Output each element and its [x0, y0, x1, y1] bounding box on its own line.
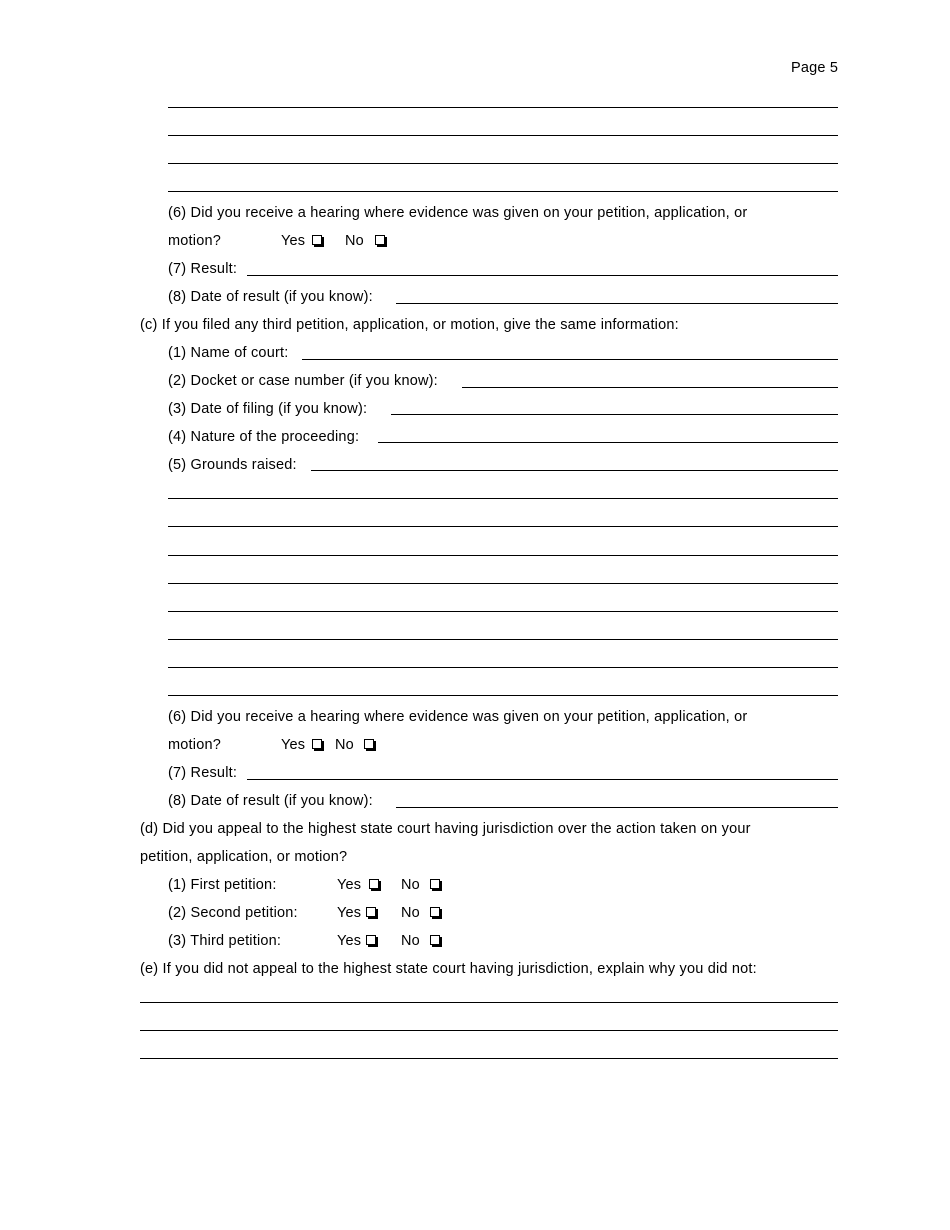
hearing-question: (6) Did you receive a hearing where evidence was given on your petition, application, or [168, 709, 748, 725]
result-label: (7) Result: [168, 261, 238, 277]
date-result-field[interactable] [396, 807, 838, 808]
answer-line[interactable] [168, 639, 838, 640]
second-petition-no-checkbox[interactable] [430, 907, 440, 917]
date-result-label: (8) Date of result (if you know): [168, 289, 373, 305]
yes-checkbox[interactable] [312, 235, 322, 245]
answer-line[interactable] [140, 1030, 838, 1031]
yes-label: Yes [281, 737, 306, 753]
first-petition-yes-checkbox[interactable] [369, 879, 379, 889]
answer-line[interactable] [140, 1002, 838, 1003]
yes-label: Yes [337, 877, 362, 893]
no-checkbox[interactable] [364, 739, 374, 749]
first-petition-label: (1) First petition: [168, 877, 277, 893]
second-petition-yes-checkbox[interactable] [366, 907, 376, 917]
grounds-raised-label: (5) Grounds raised: [168, 457, 297, 473]
answer-line[interactable] [168, 583, 838, 584]
answer-line[interactable] [168, 191, 838, 192]
section-d-question-cont: petition, application, or motion? [140, 849, 348, 865]
answer-line[interactable] [168, 611, 838, 612]
answer-line[interactable] [168, 107, 838, 108]
grounds-raised-field[interactable] [311, 470, 838, 471]
result-label: (7) Result: [168, 765, 238, 781]
answer-line[interactable] [168, 667, 838, 668]
section-c-intro: (c) If you filed any third petition, application, or motion, give the same information: [140, 317, 679, 333]
result-field[interactable] [247, 275, 838, 276]
answer-line[interactable] [168, 498, 838, 499]
date-of-filing-label: (3) Date of filing (if you know): [168, 401, 368, 417]
no-checkbox[interactable] [375, 235, 385, 245]
result-field[interactable] [247, 779, 838, 780]
page-number: Page 5 [791, 60, 839, 76]
nature-of-proceeding-field[interactable] [378, 442, 838, 443]
third-petition-no-checkbox[interactable] [430, 935, 440, 945]
answer-line[interactable] [168, 695, 838, 696]
no-label: No [401, 905, 420, 921]
docket-number-label: (2) Docket or case number (if you know): [168, 373, 438, 389]
answer-line[interactable] [168, 163, 838, 164]
name-of-court-field[interactable] [302, 359, 838, 360]
second-petition-label: (2) Second petition: [168, 905, 298, 921]
name-of-court-label: (1) Name of court: [168, 345, 289, 361]
no-label: No [401, 933, 420, 949]
date-of-filing-field[interactable] [391, 414, 838, 415]
yes-label: Yes [281, 233, 306, 249]
section-d-question: (d) Did you appeal to the highest state court having jurisdiction over the action taken on your [140, 821, 751, 837]
no-label: No [401, 877, 420, 893]
first-petition-no-checkbox[interactable] [430, 879, 440, 889]
answer-line[interactable] [168, 526, 838, 527]
no-label: No [335, 737, 354, 753]
section-e-question: (e) If you did not appeal to the highest state court having jurisdiction, explain why you did not: [140, 961, 757, 977]
yes-checkbox[interactable] [312, 739, 322, 749]
answer-line[interactable] [168, 555, 838, 556]
no-label: No [345, 233, 364, 249]
answer-line[interactable] [140, 1058, 838, 1059]
hearing-question: (6) Did you receive a hearing where evidence was given on your petition, application, or [168, 205, 748, 221]
yes-label: Yes [337, 905, 362, 921]
yes-label: Yes [337, 933, 362, 949]
date-result-field[interactable] [396, 303, 838, 304]
third-petition-label: (3) Third petition: [168, 933, 282, 949]
answer-line[interactable] [168, 135, 838, 136]
nature-of-proceeding-label: (4) Nature of the proceeding: [168, 429, 360, 445]
hearing-question-cont: motion? [168, 737, 221, 753]
third-petition-yes-checkbox[interactable] [366, 935, 376, 945]
docket-number-field[interactable] [462, 387, 838, 388]
hearing-question-cont: motion? [168, 233, 221, 249]
date-result-label: (8) Date of result (if you know): [168, 793, 373, 809]
